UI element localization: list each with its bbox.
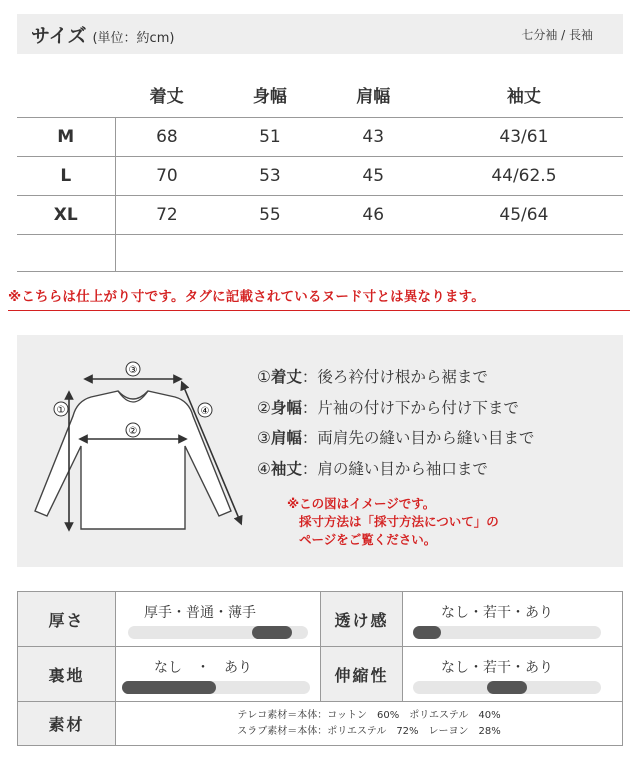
size-label: XL <box>17 195 115 234</box>
stretch-scale <box>403 647 623 702</box>
stretch-label: 伸縮性 <box>321 647 403 702</box>
sleeve-type-label: 七分袖 / 長袖 <box>521 28 593 42</box>
transparency-indicator <box>413 626 441 639</box>
marker-sleeve: ④ <box>200 406 210 417</box>
table-cell: 53 <box>259 165 281 186</box>
measurement-definitions <box>257 365 534 487</box>
table-row <box>17 156 623 195</box>
lining-label: 裏地 <box>18 647 116 702</box>
thickness-label: 厚さ <box>18 592 116 647</box>
size-label: L <box>17 156 115 195</box>
transparency-options: なし・若干・あり <box>441 605 553 621</box>
thickness-indicator <box>252 626 292 639</box>
thickness-options: 厚手・普通・薄手 <box>144 605 256 621</box>
diagram-note: ※この図はイメージです。 採寸方法は「採寸方法について」の ページをご覧ください。 <box>287 496 499 547</box>
garment-diagram <box>33 361 243 541</box>
thickness-scale <box>116 592 321 647</box>
table-row <box>17 195 623 234</box>
column-header-shoulder: 肩幅 <box>356 86 391 107</box>
definition-width: ②身幅：片袖の付け下から付け下まで <box>257 398 519 417</box>
table-cell: 55 <box>259 204 281 225</box>
marker-shoulder: ③ <box>128 365 138 376</box>
table-cell: 70 <box>156 165 178 186</box>
material-label: 素材 <box>18 702 116 746</box>
table-cell: 72 <box>156 204 178 225</box>
table-cell: 45/64 <box>499 204 549 225</box>
definition-shoulder: ③肩幅：両肩先の縫い目から縫い目まで <box>257 429 535 447</box>
table-cell: 43/61 <box>499 126 549 147</box>
stretch-indicator <box>487 681 527 694</box>
size-header <box>17 14 623 54</box>
size-label-empty <box>17 234 115 271</box>
measurement-guide <box>17 335 623 567</box>
marker-width: ② <box>128 426 138 437</box>
transparency-track <box>413 626 601 639</box>
column-header-width: 身幅 <box>252 86 287 107</box>
table-cell: 68 <box>156 126 178 147</box>
column-header-sleeve: 袖丈 <box>506 86 541 107</box>
size-label: M <box>17 117 115 156</box>
table-row <box>17 117 623 156</box>
table-cell: 46 <box>362 204 385 225</box>
size-table <box>17 72 623 272</box>
lining-track <box>122 681 310 694</box>
material-line: テレコ素材＝本体：コットン 60% ポリエステル 40% <box>237 709 501 721</box>
size-title: サイズ (単位：約cm) <box>31 25 175 47</box>
size-unit: (単位：約cm) <box>92 31 175 46</box>
marker-length: ① <box>56 405 66 416</box>
thickness-track <box>128 626 308 639</box>
attribute-table <box>17 591 623 746</box>
material-details <box>116 702 623 746</box>
stretch-track <box>413 681 601 694</box>
lining-options: なし ・ あり <box>154 660 252 676</box>
table-row-empty <box>17 234 623 271</box>
size-column-header-blank <box>17 72 115 117</box>
definition-length: ①着丈：後ろ衿付け根から裾まで <box>257 368 488 386</box>
table-cell: 44/62.5 <box>491 165 557 186</box>
transparency-label: 透け感 <box>321 592 403 647</box>
column-header-length: 着丈 <box>149 86 184 107</box>
finished-size-note: ※こちらは仕上がり寸です。タグに記載されているヌード寸とは異なります。 <box>8 285 630 311</box>
definition-sleeve: ④袖丈：肩の縫い目から袖口まで <box>257 459 488 478</box>
lining-indicator <box>122 681 216 694</box>
material-line: スラブ素材＝本体：ポリエステル 72% レーヨン 28% <box>237 725 501 737</box>
lining-scale <box>116 647 321 702</box>
stretch-options: なし・若干・あり <box>441 660 553 676</box>
transparency-scale <box>403 592 623 647</box>
table-cell: 51 <box>259 126 281 147</box>
table-cell: 43 <box>362 126 385 147</box>
table-cell: 45 <box>362 165 385 186</box>
